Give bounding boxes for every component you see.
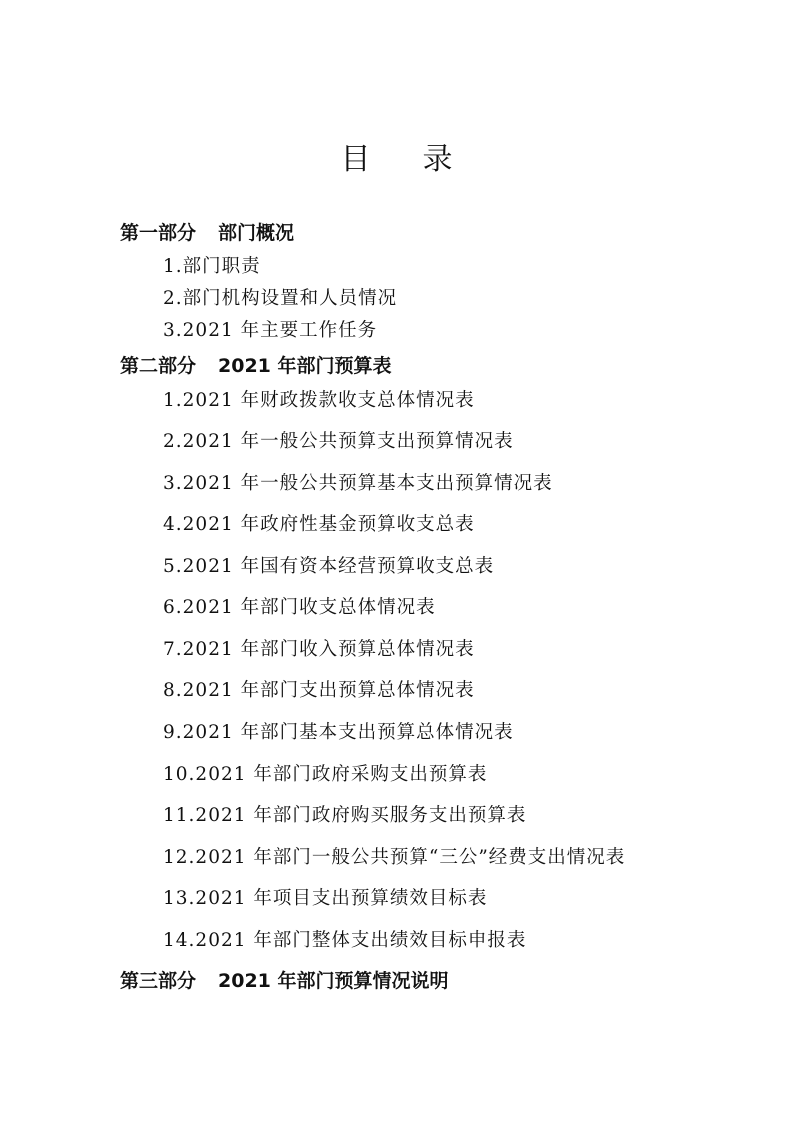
section-heading-2 — [120, 353, 392, 379]
toc-item[interactable]: 4.2021 年政府性基金预算收支总表 — [163, 514, 475, 535]
toc-item[interactable]: 2.2021 年一般公共预算支出预算情况表 — [163, 431, 514, 452]
toc-item[interactable]: 14.2021 年部门整体支出绩效目标申报表 — [163, 930, 527, 951]
section-label: 第二部分 — [120, 355, 197, 377]
toc-item[interactable]: 13.2021 年项目支出预算绩效目标表 — [163, 888, 488, 909]
toc-item[interactable]: 11.2021 年部门政府购买服务支出预算表 — [163, 805, 527, 826]
toc-item[interactable]: 8.2021 年部门支出预算总体情况表 — [163, 680, 475, 701]
section-label: 第一部分 — [120, 222, 197, 244]
toc-item[interactable]: 1.部门职责 — [163, 256, 261, 277]
section-label: 第三部分 — [120, 970, 197, 992]
toc-item[interactable]: 10.2021 年部门政府采购支出预算表 — [163, 764, 488, 785]
page-title: 目录 — [340, 142, 505, 177]
toc-item[interactable]: 1.2021 年财政拨款收支总体情况表 — [163, 390, 475, 411]
toc-item[interactable]: 5.2021 年国有资本经营预算收支总表 — [163, 556, 495, 577]
toc-item[interactable]: 2.部门机构设置和人员情况 — [163, 288, 398, 309]
section-heading-1 — [120, 220, 294, 246]
toc-item[interactable]: 12.2021 年部门一般公共预算“三公”经费支出情况表 — [163, 847, 626, 868]
section-heading-3 — [120, 968, 449, 994]
section-title: 部门概况 — [218, 222, 295, 244]
toc-item[interactable]: 3.2021 年一般公共预算基本支出预算情况表 — [163, 473, 553, 494]
toc-item[interactable]: 3.2021 年主要工作任务 — [163, 320, 378, 341]
toc-item[interactable]: 6.2021 年部门收支总体情况表 — [163, 597, 436, 618]
toc-item[interactable]: 9.2021 年部门基本支出预算总体情况表 — [163, 722, 514, 743]
toc-item[interactable]: 7.2021 年部门收入预算总体情况表 — [163, 639, 475, 660]
section-title: 2021 年部门预算情况说明 — [218, 970, 449, 992]
section-title: 2021 年部门预算表 — [218, 355, 392, 377]
